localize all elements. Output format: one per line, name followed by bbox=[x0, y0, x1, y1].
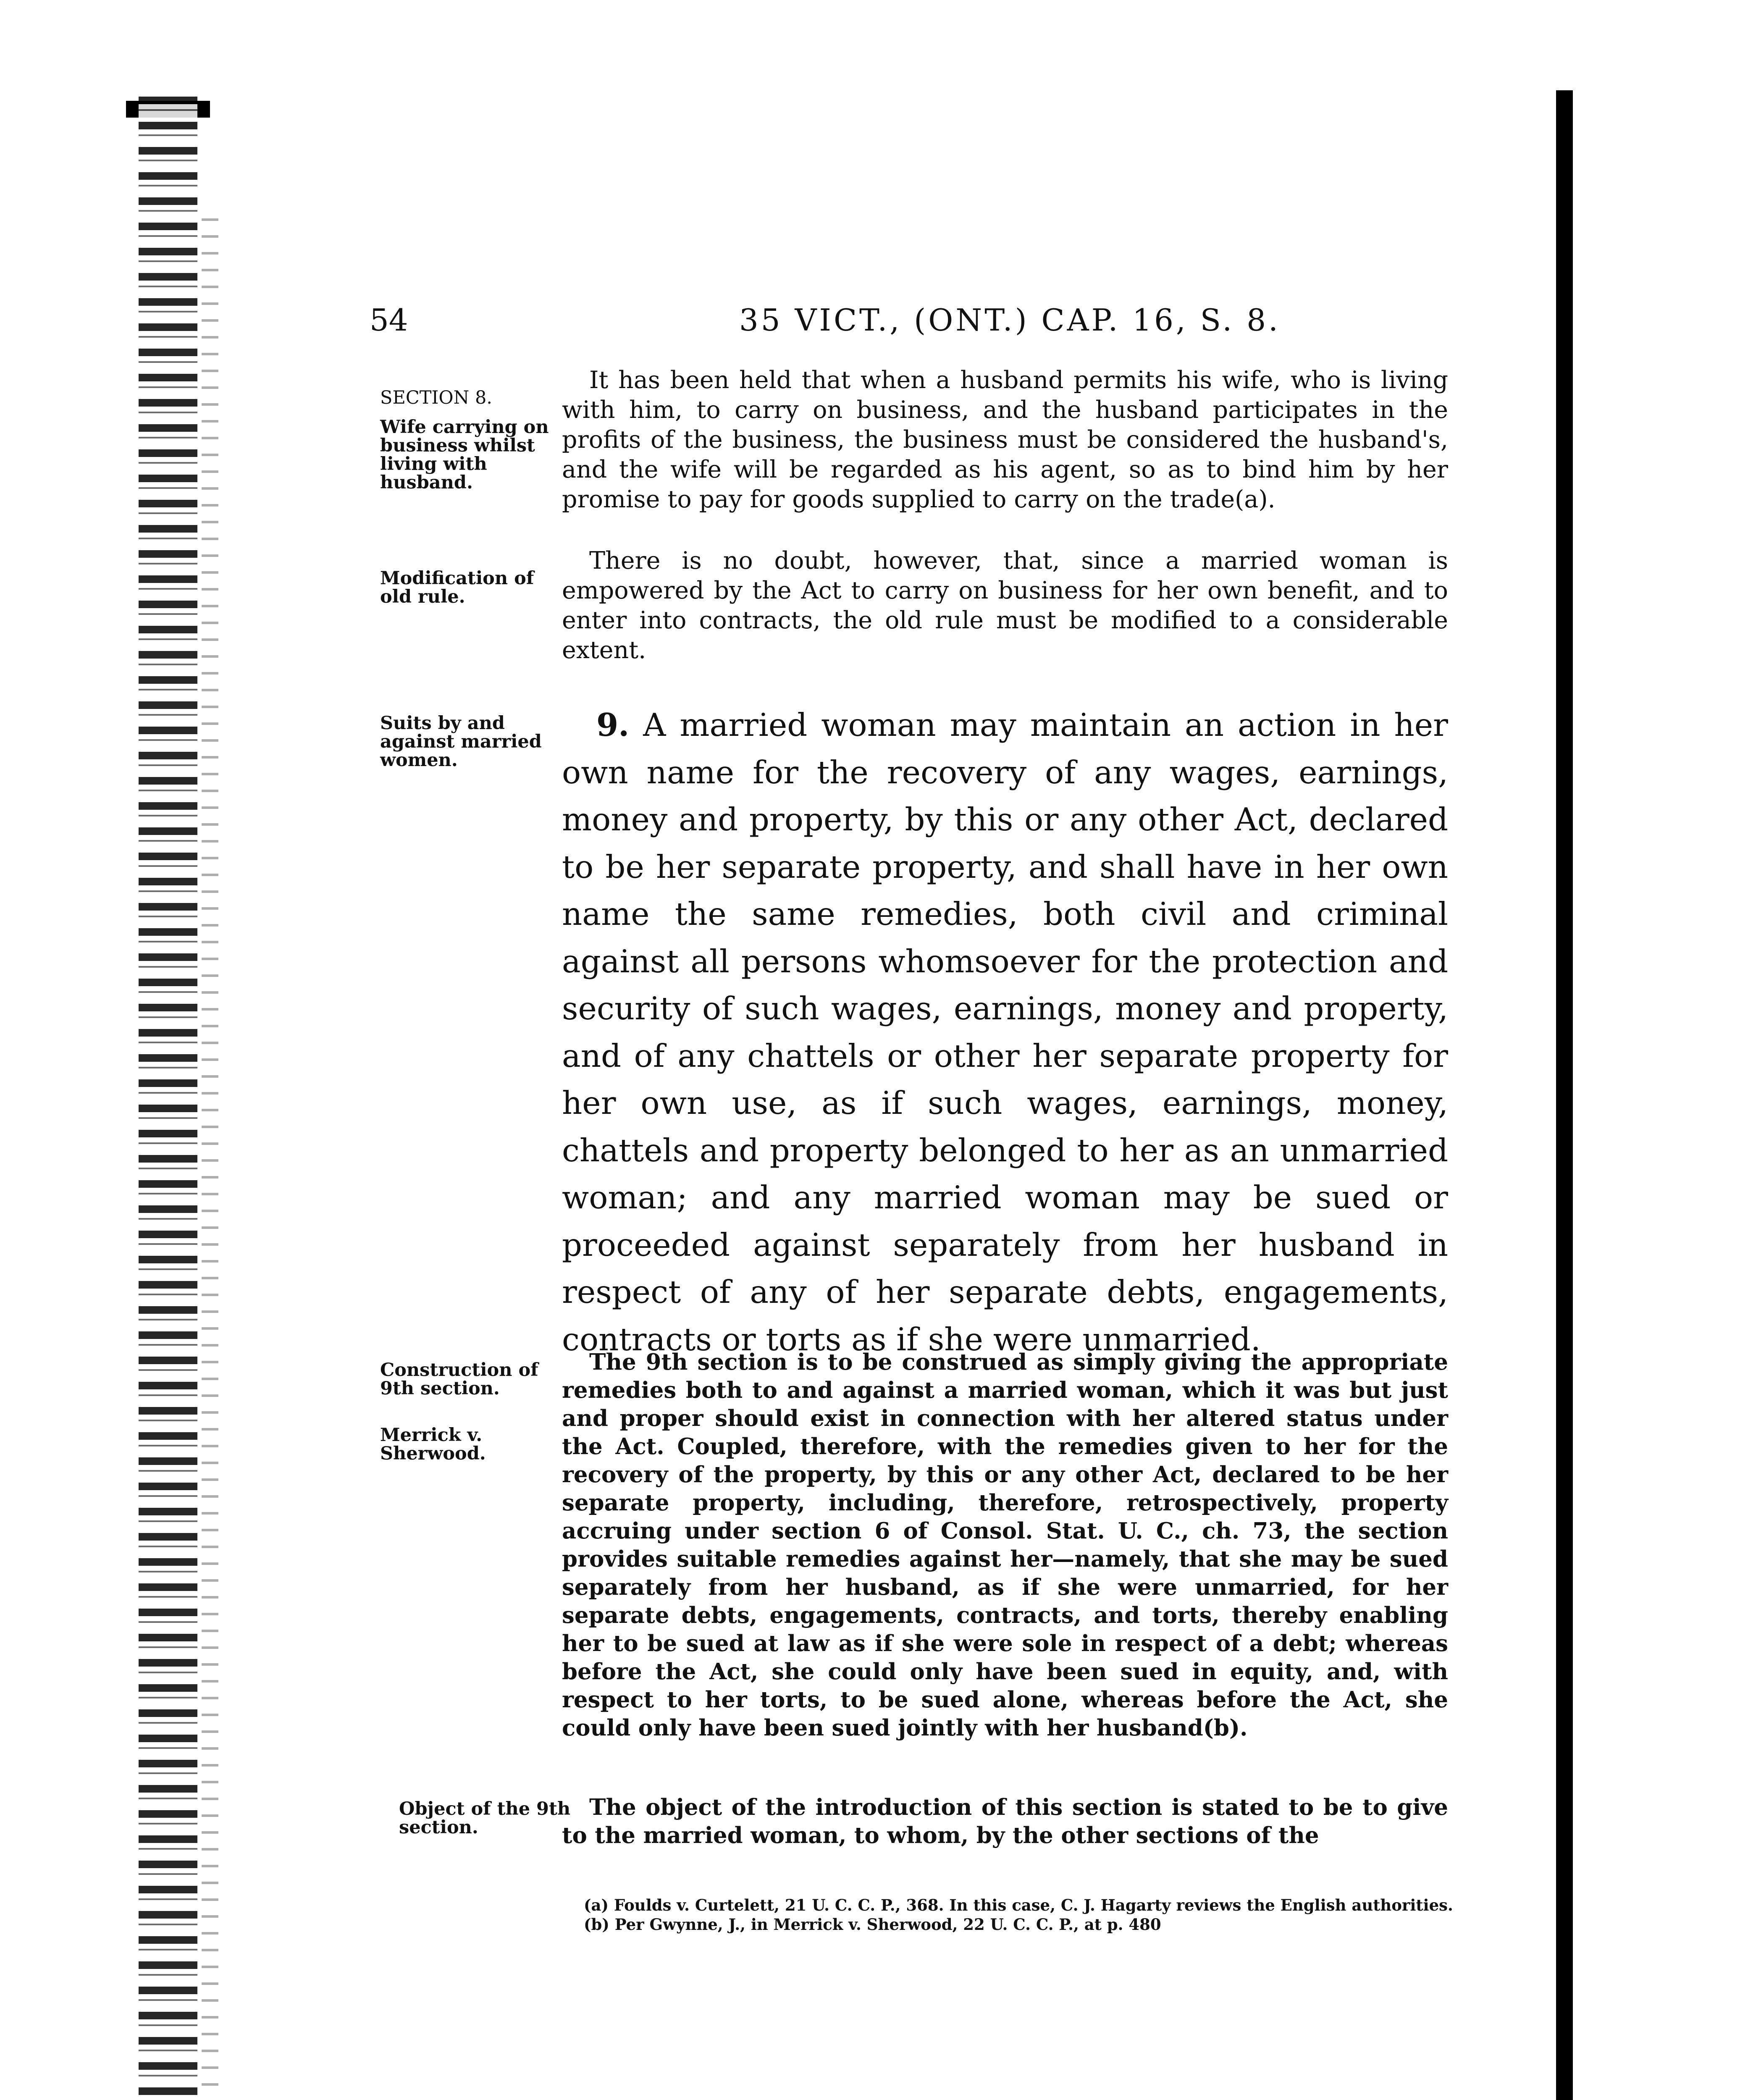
page-header bbox=[370, 302, 1462, 340]
margin-note-section: SECTION 8. bbox=[380, 387, 492, 408]
paragraph-construction: The 9th section is to be construed as simply giving the appropriate remedies both to and against a married woman, which it was but just and proper should exist in connection with her altered status under the Act. Coupled, therefore, with the remedies given to her for the recovery of the property, by this or any other Act, declared to be her separate property, including, therefore, retrospectively, property accruing under section 6 of Consol. Stat. U. C., ch. 73, the section provides suitable remedies against her—namely, that she may be sued separately from her husband, as if she were unmarried, for her separate debts, engagements, contracts, and torts, thereby enabling her to be sued at law as if she were sole in respect of a debt; whereas before the Act, she could only have been sued in equity, and, with respect to her torts, to be sued alone, whereas before the Act, she could only have been sued jointly with her husband(b). bbox=[562, 1349, 1448, 1741]
paragraph-wife-agent: It has been held that when a husband permits his wife, who is living with him, to carry on business, and the husband participates in the profits of the business, the business must be considered the husband's, and the wife will be regarded as his agent, so as to bind him by her promise to pay for goods supplied to carry on the trade(a). bbox=[562, 366, 1448, 513]
scan-right-edge bbox=[1556, 90, 1573, 2100]
paragraph-object: The object of the introduction of this section is stated to be to give to the married woman, to whom, by the other sections of the bbox=[562, 1794, 1448, 1848]
margin-note-modification: Modification of old rule. bbox=[380, 568, 534, 607]
margin-note-suits: Suits by and against married women. bbox=[380, 713, 542, 771]
margin-note-construction: Construction of 9th section. bbox=[380, 1360, 538, 1399]
paragraph-old-rule: There is no doubt, however, that, since a married woman is empowered by the Act to carry on business for her own benefit, and to enter into contracts, the old rule must be modified to a considerable extent. bbox=[562, 547, 1448, 664]
scan-binding-shadow bbox=[202, 218, 218, 2100]
footnotes bbox=[563, 1896, 1457, 1935]
footnote-b: (b) Per Gwynne, J., in Merrick v. Sherwood, 22 U. C. C. P., at p. 480 bbox=[584, 1915, 1161, 1934]
section-9-body: A married woman may maintain an action in her own name for the recovery of any wages, earnings, money and property, by this or any other Act, declared to be her separate property, and shall have in her own name the same remedies, both civil and criminal against all persons whomsoever for the protection and security of such wages, earnings, money and property, and of any chattels or other her separate property for her own use, as if such wages, earnings, money, chattels and property belonged to her as an unmarried woman; and any married woman may be sued or proceeded against separately from her husband in respect of any of her separate debts, engagements, contracts or torts as if she were unmarried. bbox=[562, 706, 1448, 1358]
page-number: 54 bbox=[370, 302, 408, 338]
section-9-number: 9. bbox=[596, 706, 630, 743]
section-9-text bbox=[562, 701, 1448, 1363]
margin-note-merrick: Merrick v. Sherwood. bbox=[380, 1425, 486, 1464]
scan-binding-edge bbox=[139, 97, 197, 2100]
footnote-a: (a) Foulds v. Curtelett, 21 U. C. C. P., 368. In this case, C. J. Hagarty reviews the English authorities. bbox=[584, 1896, 1453, 1914]
running-head: 35 VICT., (ONT.) CAP. 16, S. 8. bbox=[739, 302, 1281, 338]
margin-note-wife-carrying-on: Wife carrying on business whilst living with husband. bbox=[380, 417, 549, 493]
margin-note-object: Object of the 9th section. bbox=[399, 1798, 571, 1838]
